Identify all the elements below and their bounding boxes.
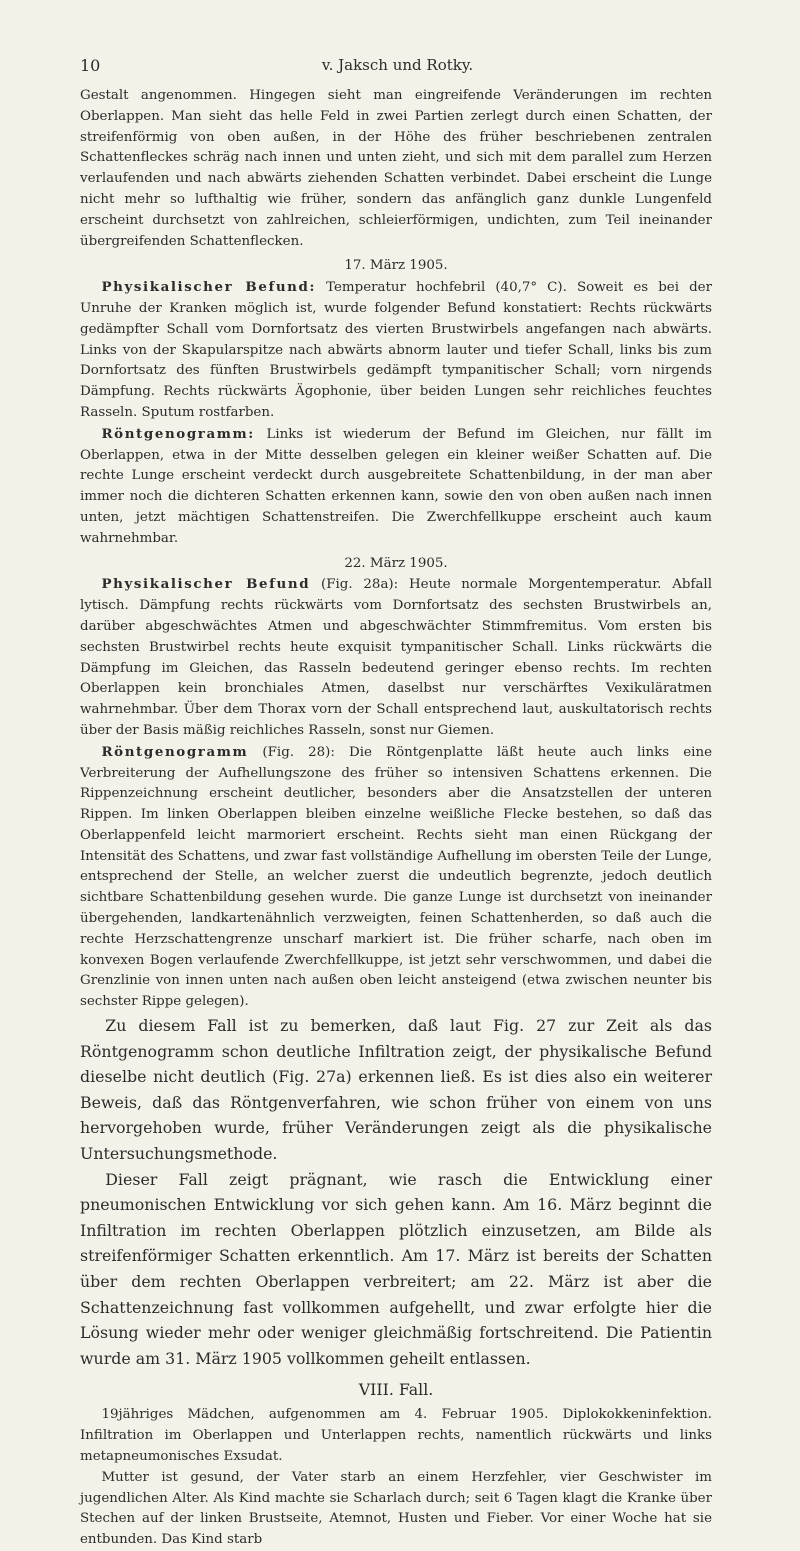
paragraph-anamnesis: Mutter ist gesund, der Vater starb an einem Herzfehler, vier Geschwister im jugendlichen Alter. Als Kind machte sie Scharlach durch; seit 6 Tagen klagt die Kranke über Stechen auf der linken Brustseite, Atemnot, Husten und Fieber. Vor einer Woche hat sie entbunden. Das Kind starb <box>80 1469 712 1548</box>
case-heading: VIII. Fall. <box>358 1380 434 1400</box>
page-header <box>80 56 715 78</box>
date-heading-17-march: 17. März 1905. <box>344 258 448 274</box>
spaced-label: Physikalischer Befund: <box>101 279 317 296</box>
paragraph-text: Temperatur hochfebril (40,7° C). Soweit es bei der Unruhe der Kranken möglich ist, wurde folgender Befund konstatiert: Rechts rückwärts gedämpfter Schall vom Dornfortsatz des vierten Brustwirbels angefangen nach abwärts. Links von der Skapularspitze nach abwärts abnorm lauter und tiefer Schall, links bis zum Dornfortsatz des fünften Brustwirbels gedämpft tympanitischer Schall; vorn nirgends Dämpfung. Rechts rückwärts Ägophonie, über beiden Lungen sehr reichliches feuchtes Rasseln. Sputum rostfarben. <box>80 280 712 420</box>
paragraph-case-intro: 19jähriges Mädchen, aufgenommen am 4. Februar 1905. Diplokokkeninfektion. Infiltration im Oberlappen und Unterlappen rechts, namentlich rückwärts und links metapneumonisches Exsudat. <box>80 1407 712 1464</box>
paragraph-physical-findings-2 <box>80 574 712 741</box>
paragraph-text: (Fig. 28): Die Röntgenplatte läßt heute auch links eine Verbreiterung der Aufhellungszone des früher so intensiven Schattens erkennen. Die Rippenzeichnung erscheint deutlicher, besonders aber die Ansatzstellen der unteren Rippen. Im linken Oberlappen bleiben einzelne weißliche Flecke bestehen, so daß das Oberlappenfeld leicht marmoriert erscheint. Rechts sieht man einen Rückgang der Intensität des Schattens, und zwar fast vollständige Aufhellung im obersten Teile der Lunge, entsprechend der Stelle, an welcher zuerst die undeutlich begrenzte, jedoch deutlich sichtbare Schattenbildung gesehen wurde. Die ganze Lunge ist durchsetzt von ineinander übergehenden, landkartenähnlich verzweigten, feinen Schattenherden, so daß auch die rechte Herzschattengrenze unscharf markiert ist. Die früher scharfe, nach oben im konvexen Bogen verlaufende Zwerchfellkuppe, ist jetzt sehr verschwommen, und dabei die Grenzlinie von innen unten nach außen oben leicht ansteigend (etwa zwischen neunter bis sechster Rippe gelegen). <box>80 744 712 1010</box>
spaced-label: Röntgenogramm: <box>101 425 255 442</box>
paragraph-summary: Dieser Fall zeigt prägnant, wie rasch die Entwicklung einer pneumonischen Entwicklung vor sich gehen kann. Am 16. März beginnt die Infiltration im rechten Oberlappen plötzlich einzusetzen, am Bilde als streifenförmiger Schatten erkenntlich. Am 17. März ist bereits der Schatten über dem rechten Oberlappen verbreitert; am 22. März ist aber die Schattenzeichnung fast vollkommen aufgehellt, und zwar erfolgte hier die Lösung wieder mehr oder weniger gleichmäßig fortschreitend. Die Patientin wurde am 31. März 1905 vollkommen geheilt entlassen. <box>80 1169 712 1368</box>
date-heading-22-march: 22. März 1905. <box>344 555 448 571</box>
page-number: 10 <box>80 56 101 75</box>
paragraph-roentgenogram-1 <box>80 424 712 550</box>
paragraph-continuation: Gestalt angenommen. Hingegen sieht man eingreifende Veränderungen im rechten Oberlappen. Man sieht das helle Feld in zwei Partien zerlegt durch einen Schatten, der streifenförmig von oben außen, in der Höhe des früher beschriebenen zentralen Schattenfleckes schräg nach innen und unten zieht, und sich mit dem parallel zum Herzen verlaufenden und nach abwärts ziehenden Schatten verbindet. Dabei erscheint die Lunge nicht mehr so lufthaltig wie früher, sondern das anfänglich ganz dunkle Lungenfeld erscheint durchsetzt von zahlreichen, schleierförmigen, undichten, zum Teil ineinander übergreifenden Schattenflecken. <box>80 88 712 249</box>
paragraph-text: Links ist wiederum der Befund im Gleichen, nur fällt im Oberlappen, etwa in der Mitte desselben gelegen ein kleiner weißer Schatten auf. Die rechte Lunge erscheint verdeckt durch ausgebreitete Schattenbildung, in der man aber immer noch die dichteren Schatten erkennen kann, sowie den von oben außen nach innen unten, jetzt mächtigen Schattenstreifen. Die Zwerchfellkuppe erscheint auch kaum wahrnehmbar. <box>80 426 712 546</box>
spaced-label: Röntgenogramm <box>101 743 249 760</box>
running-title: v. Jaksch und Rotky. <box>321 56 474 74</box>
paragraph-physical-findings-1 <box>80 277 712 424</box>
paragraph-text: (Fig. 28a): Heute normale Morgentemperatur. Abfall lytisch. Dämpfung rechts rückwärts vom Dornfortsatz des sechsten Brustwirbels an, darüber abgeschwächtes Atmen und abgeschwächter Stimmfremitus. Vom ersten bis sechsten Brustwirbel rechts heute exquisit tympanitischer Schall. Links rückwärts die Dämpfung im Gleichen, das Rasseln bedeutend geringer ebenso rechts. Im rechten Oberlappen kein bronchiales Atmen, daselbst nur verschärftes Vexikuläratmen wahrnehmbar. Über dem Thorax vorn der Schall entsprechend laut, auskultatorisch rechts über der Basis mäßig reichliches Rasseln, sonst nur Giemen. <box>80 577 712 738</box>
spaced-label: Physikalischer Befund <box>101 576 311 593</box>
paragraph-remark: Zu diesem Fall ist zu bemerken, daß laut Fig. 27 zur Zeit als das Röntgenogramm schon deutliche Infiltration zeigt, der physikalische Befund dieselbe nicht deutlich (Fig. 27a) erkennen ließ. Es ist dies also ein weiterer Beweis, daß das Röntgenverfahren, wie schon früher von einem von uns hervorgehoben wurde, früher Veränderungen zeigt als die physikalische Untersuchungsmethode. <box>80 1016 712 1164</box>
body-text <box>80 86 712 1551</box>
paragraph-roentgenogram-2 <box>80 742 712 1013</box>
